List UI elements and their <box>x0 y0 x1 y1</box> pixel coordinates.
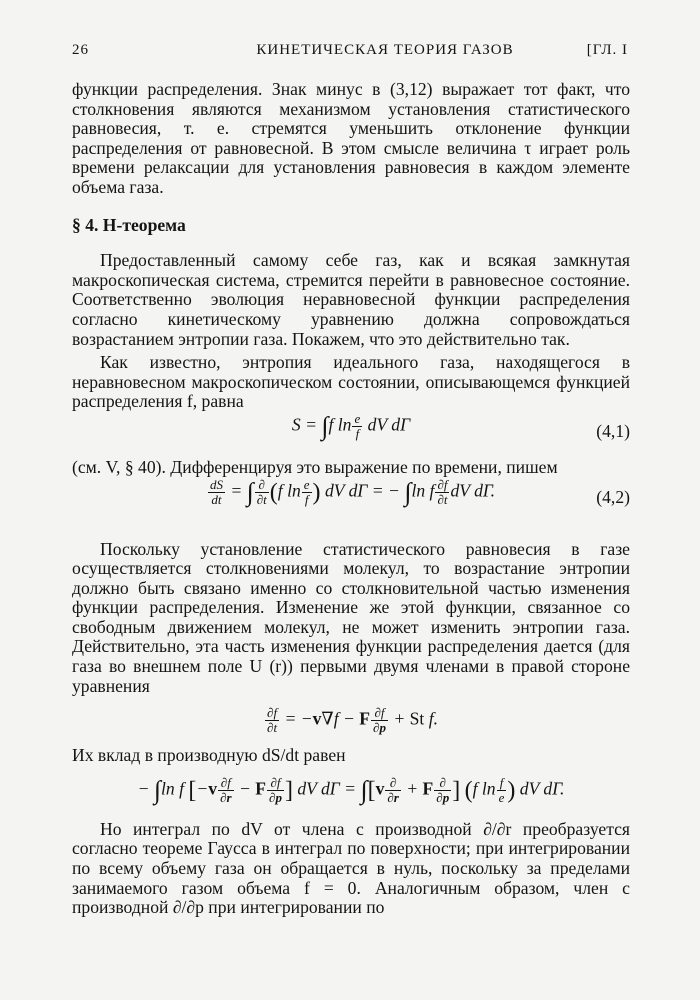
kinetic-equation <box>72 706 630 746</box>
chapter-label: [ГЛ. I <box>586 42 628 58</box>
equation-formula: − ∫ln f [−v $\frac{\partial f}{\partial r}$ − F $\frac{\partial f}{\partial p}$ ] dV dΓ = ∫[v $\frac{\partial}{\partial r}$ + F $\frac{\partial}{\partial p}$ ] (f ln $\frac{f}{e}$ ) dV dΓ. <box>137 774 565 805</box>
equation-formula: $\frac{dS}{dt}$ = ∫ $\frac{\partial}{\partial t}$ (f ln $\frac{e}{f}$ ) dV dΓ = − ∫ln f $\frac{\partial f}{\partial t}$ dV dΓ. <box>209 476 496 507</box>
equation-4-1 <box>72 412 630 458</box>
running-title: КИНЕТИЧЕСКАЯ ТЕОРИЯ ГАЗОВ <box>256 42 514 58</box>
paragraph: Как известно, энтропия идеального газа, находящегося в неравновесном макроскопическом состоянии, описывающемся функцией распределения f, равна <box>72 352 630 412</box>
section-title: § 4. H-теорема <box>72 214 186 235</box>
paragraph: Их вклад в производную dS/dt равен <box>72 745 346 766</box>
equation-number: (4,1) <box>596 420 630 441</box>
page-number: 26 <box>72 42 89 58</box>
paragraph: Предоставленный самому себе газ, как и всякая замкнутая макроскопическая система, стремится перейти в равновесное состояние. Соответственно эволюция неравновесной функции распределения согласно кинетическому уравнению должна сопровождаться возрастанием энтропии газа. Покажем, что это действительно так. <box>72 250 630 349</box>
page-body <box>72 80 630 918</box>
paragraph: Но интеграл по dV от члена с производной ∂/∂r преобразуется согласно теореме Гаусса в интеграл по поверхности; при интегрировании по всему объему газа он обращается в нуль, поскольку за пределами занимаемого газом объема f = 0. Аналогичным образом, член с производной ∂/∂p при интегрировании по <box>72 818 630 918</box>
equation-formula: S = ∫f ln $\frac{e}{f}$ dV dΓ <box>291 410 411 441</box>
equation-number: (4,2) <box>596 486 630 507</box>
paragraph: (см. V, § 40). Дифференцируя это выражение по времени, пишем <box>72 456 558 477</box>
paragraph: функции распределения. Знак минус в (3,12) выражает тот факт, что столкновения являются механизмом установления статистического равновесия, т. е. стремятся уменьшить отклонение функции распределения от равновесной. В этом смысле величина τ играет роль времени релаксации для установления равновесия в каждом элементе объема газа. <box>72 79 630 197</box>
page-header <box>72 42 628 66</box>
equation-4-2 <box>72 478 630 524</box>
equation-contribution <box>72 776 630 820</box>
paragraph: Поскольку установление статистического равновесия в газе осуществляется столкновениями молекул, то возрастание энтропии должно быть связано именно со столкновительной частью изменения функции распределения. Изменение же этой функции, связанное со свободным движением молекул, не может изменить энтропии газа. Действительно, эта часть изменения функции распределения дается (для газа во внешнем поле U (r)) первыми двумя членами в правой стороне уравнения <box>72 538 630 696</box>
equation-formula: $\frac{\partial f}{\partial t}$ = −v∇f − F $\frac{\partial f}{\partial p}$ + St f. <box>267 705 438 736</box>
